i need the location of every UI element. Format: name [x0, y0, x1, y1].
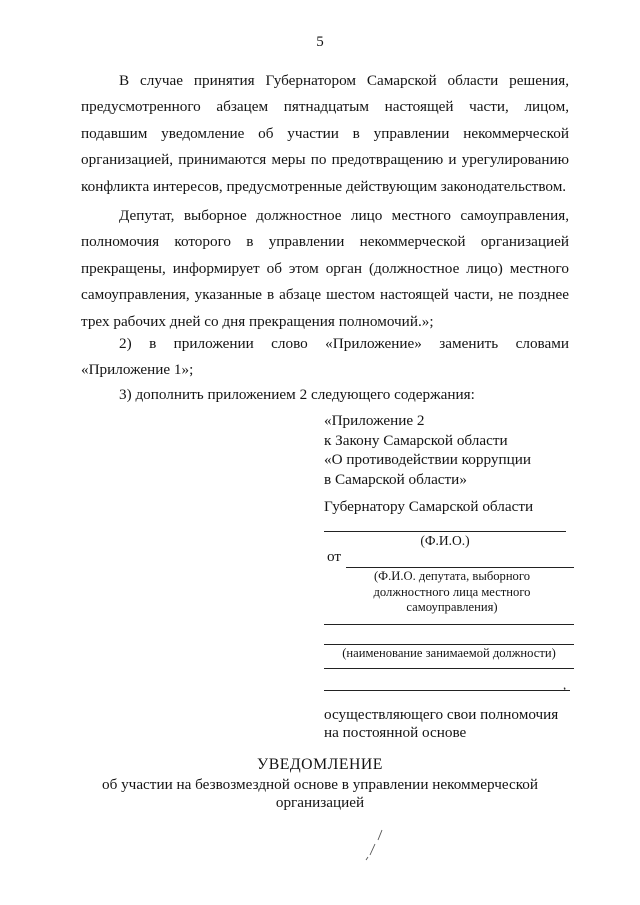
blank-line: [324, 690, 570, 691]
deputy-caption-line: самоуправления): [406, 600, 498, 614]
paragraph-item-3: 3) дополнить приложением 2 следующего содержания:: [119, 386, 475, 403]
paragraph-conflict-of-interest: В случае принятия Губернатором Самарской области решения, предусмотренного абзацем пятнадцатым настоящей части, лицом, подавшим уведомление об участии в управлении некоммерческой организацией, принимаются меры по предотвращению и урегулированию конфликта интересов, предусмотренные действующим законодательством.: [81, 72, 569, 195]
deputy-blank-line: [346, 567, 574, 568]
paragraph-item-2: 2) в приложении слово «Приложение» заменить словами «Приложение 1»;: [81, 335, 569, 379]
appendix-header: [324, 411, 531, 489]
notice-subtitle-line: об участии на безвозмездной основе в управлении некоммерческой: [101, 776, 539, 793]
notice-subtitle-line: организацией: [275, 793, 365, 811]
appendix-header-line: в Самарской области»: [324, 470, 467, 488]
notice-subtitle: [0, 776, 640, 811]
position-caption: (наименование занимаемой должности): [342, 646, 556, 660]
addressee: Губернатору Самарской области: [324, 498, 534, 515]
deputy-caption-line: должностного лица местного: [373, 584, 531, 599]
page-number: 5: [316, 34, 324, 50]
deputy-caption-line: (Ф.И.О. депутата, выборного: [373, 569, 531, 583]
closing-line: осуществляющего свои полномочия: [324, 706, 559, 723]
closing-line: на постоянной основе: [324, 723, 467, 741]
deputy-caption: [330, 569, 574, 616]
closing-text: [324, 706, 574, 741]
line-end-mark: ,: [563, 677, 567, 692]
blank-line: [324, 668, 574, 669]
fio-caption: (Ф.И.О.): [420, 533, 470, 548]
fio-blank-line: [324, 531, 566, 532]
appendix-header-line: «Приложение 2: [324, 412, 425, 429]
blank-line: [324, 624, 574, 625]
notice-title: УВЕДОМЛЕНИЕ: [257, 756, 383, 773]
ink-mark-icon: [360, 828, 390, 862]
paragraph-deputy-termination: Депутат, выборное должностное лицо местного самоуправления, полномочия которого в управлении некоммерческой организацией прекращены, информирует об этом орган (должностное лицо) местного самоуправления, указанные в абзаце шестом настоящей части, не позднее трех рабочих дней со дня прекращения полномочий.»;: [81, 207, 569, 330]
appendix-header-line: «О противодействии коррупции: [324, 451, 531, 468]
position-blank-line: [324, 644, 574, 645]
appendix-header-line: к Закону Самарской области: [324, 431, 508, 449]
from-label: от: [327, 548, 342, 565]
